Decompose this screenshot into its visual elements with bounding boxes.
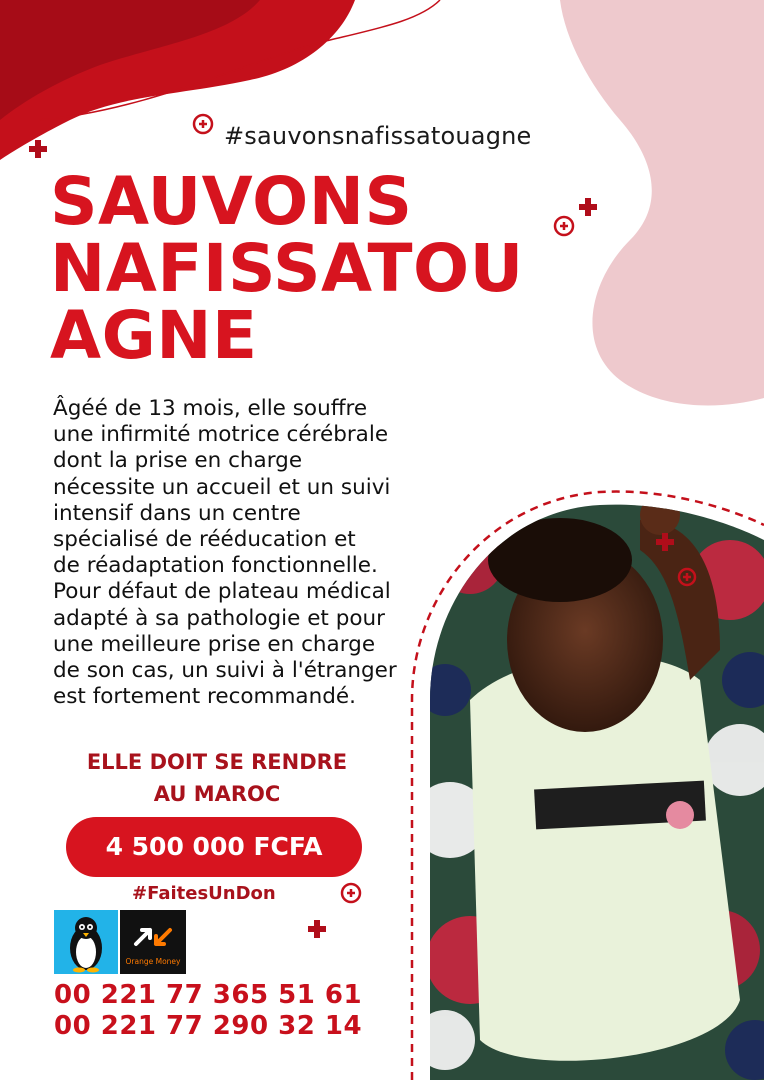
destination-line: AU MAROC [153, 782, 281, 806]
title-line: SAUVONS [50, 163, 413, 240]
cross-icon [29, 140, 47, 158]
description-line: Âgéé de 13 mois, elle souffre [53, 396, 368, 421]
description-line: dont la prise en charge [53, 448, 303, 474]
title-line: NAFISSATOU [50, 230, 524, 307]
description-line: adapté à sa pathologie et pour [53, 605, 385, 631]
hashtag-donate: #FaitesUnDon [132, 883, 276, 904]
destination-line: ELLE DOIT SE RENDRE [86, 750, 348, 774]
phone-number: 00 221 77 365 51 61 [54, 980, 363, 1010]
title-line: AGNE [50, 297, 258, 374]
description-line: une meilleure prise en charge [53, 631, 376, 657]
cross-icon [308, 920, 326, 938]
destination-heading [52, 746, 382, 810]
description-line: est fortement recommandé. [53, 684, 356, 710]
hashtag-campaign: #sauvonsnafissatouagne [224, 122, 532, 150]
description-line: une infirmité motrice cérébrale [53, 422, 389, 448]
description-line: spécialisé de rééducation et [53, 527, 356, 553]
page-title [50, 163, 524, 374]
child-photo [412, 495, 764, 1080]
wave-penguin-icon [54, 910, 118, 974]
description-line: nécessite un accueil et un suivi [53, 474, 391, 500]
amount-badge: 4 500 000 FCFA [66, 817, 362, 877]
description-line: Pour défaut de plateau médical [53, 579, 391, 605]
phone-number: 00 221 77 290 32 14 [54, 1011, 363, 1041]
orange-money-label: Orange Money [125, 957, 181, 966]
description-line: intensif dans un centre [53, 500, 301, 526]
description-paragraph [53, 396, 433, 710]
orange-money-icon [120, 910, 186, 974]
description-line: de réadaptation fonctionnelle. [53, 553, 378, 579]
phone-numbers [54, 980, 362, 1042]
cross-icon [579, 198, 597, 216]
description-line: de son cas, un suivi à l'étranger [53, 658, 397, 684]
